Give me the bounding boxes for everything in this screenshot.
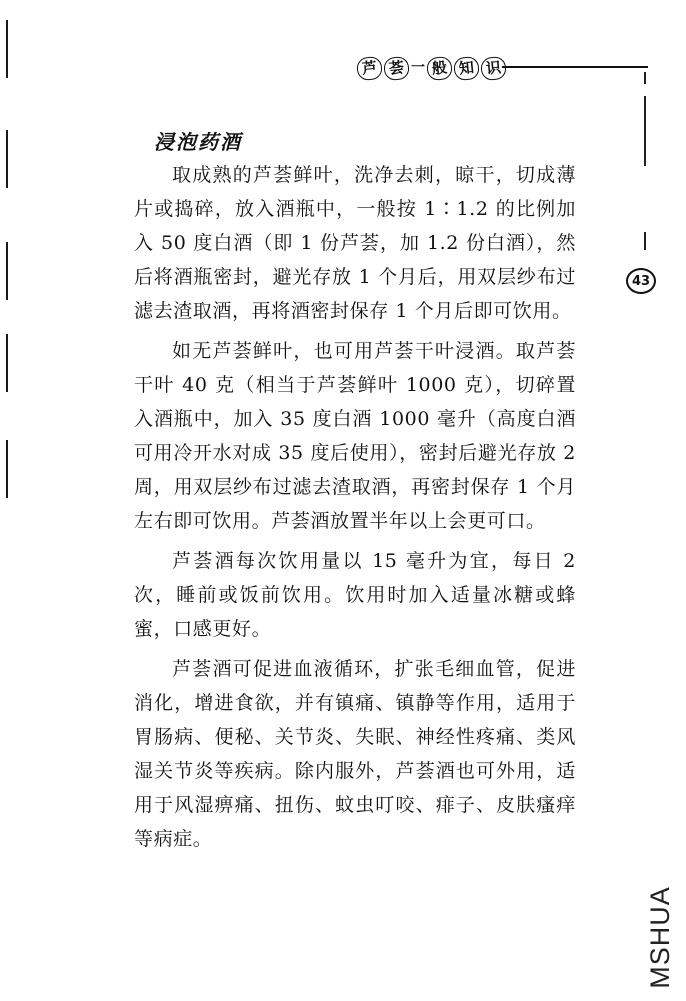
margin-mark — [644, 72, 646, 84]
scan-edge-mark — [6, 440, 8, 498]
paragraph: 芦荟酒每次饮用量以 15 毫升为宜，每日 2 次，睡前或饭前饮用。饮用时加入适量冰糖或蜂蜜，口感更好。 — [134, 550, 576, 640]
page-number-badge: 43 — [626, 268, 656, 294]
paragraph: 如无芦荟鲜叶，也可用芦荟干叶浸酒。取芦荟干叶 40 克（相当于芦荟鲜叶 1000 克），切碎置入酒瓶中，加入 35 度白酒 1000 毫升（高度白酒可用冷开水对成 35 度后使用），密封后避光存放 2 周，用双层纱布过滤去渣取酒，再密封保存 1 个月左右即可饮用。芦荟酒放置半年以上会更可口。 — [134, 340, 576, 532]
header-char: 识 — [480, 55, 507, 80]
scan-edge-mark — [6, 334, 8, 392]
header-rule — [502, 66, 648, 68]
scan-edge-mark — [6, 20, 8, 78]
scan-edge-mark — [6, 130, 8, 188]
header-char: 知 — [453, 55, 480, 80]
margin-mark — [644, 96, 646, 166]
header-char: 一 — [411, 60, 426, 76]
paragraph: 芦荟酒可促进血液循环，扩张毛细血管，促进消化，增进食欲，并有镇痛、镇静等作用，适用于胃肠病、便秘、关节炎、失眠、神经性疼痛、类风湿关节炎等疾病。除内服外，芦荟酒也可外用，适用于风湿痹痛、扭伤、蚊虫叮咬、痱子、皮肤瘙痒等病症。 — [134, 658, 576, 850]
margin-mark — [644, 232, 646, 250]
header-char: 荟 — [383, 55, 410, 80]
watermark — [642, 880, 678, 995]
running-header — [356, 48, 507, 88]
header-char: 般 — [426, 55, 453, 80]
scan-edge-mark — [6, 242, 8, 300]
header-char: 芦 — [356, 55, 383, 80]
paragraph: 取成熟的芦荟鲜叶，洗净去刺，晾干，切成薄片或捣碎，放入酒瓶中，一般按 1∶1.2 的比例加入 50 度白酒（即 1 份芦荟，加 1.2 份白酒），然后将酒瓶密封，避光存放 1 个月后，用双层纱布过滤去渣取酒，再将酒密封保存 1 个月后即可饮用。 — [134, 164, 576, 322]
section-title: 浸泡药酒 — [154, 130, 242, 154]
watermark-text: MSHUA — [644, 886, 675, 989]
body-text — [134, 158, 576, 856]
